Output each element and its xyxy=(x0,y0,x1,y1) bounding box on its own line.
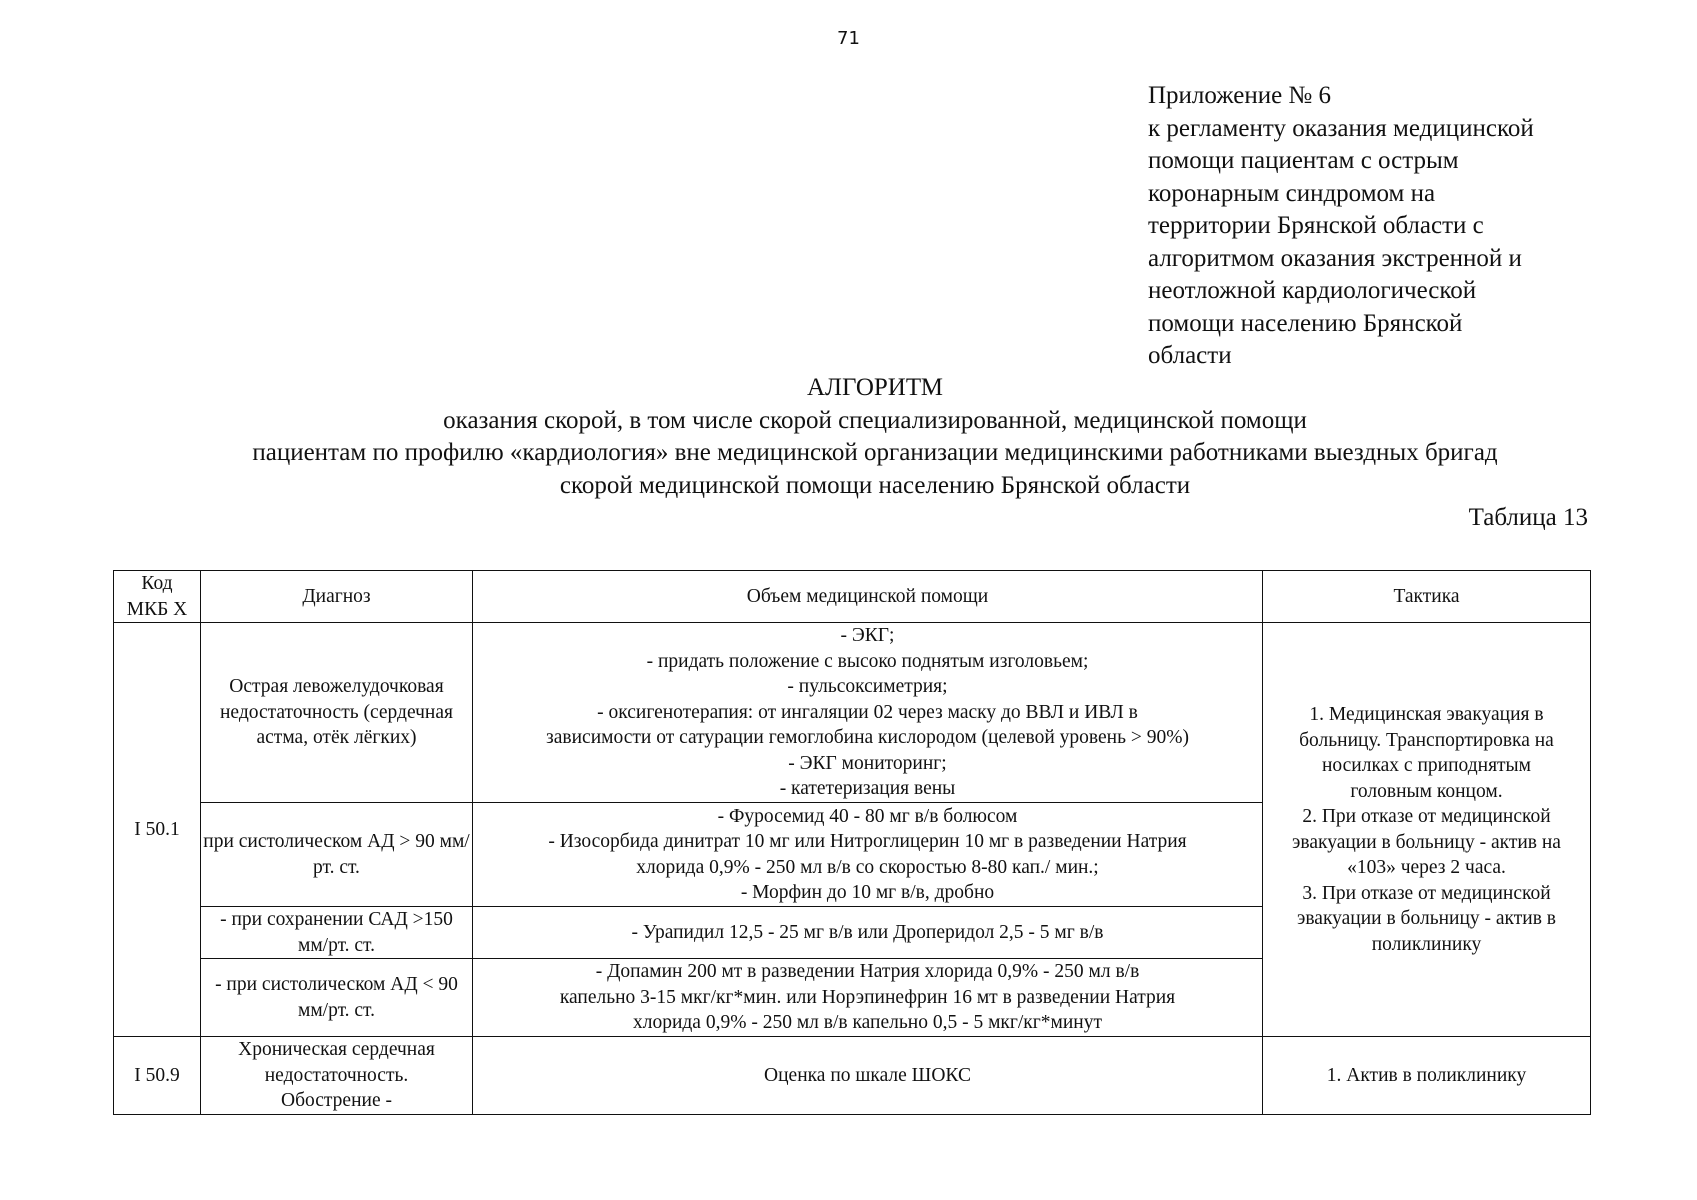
diagnosis-cell xyxy=(201,1037,473,1115)
volume-cell: - Урапидил 12,5 - 25 мг в/в или Дроперидол 2,5 - 5 мг в/в xyxy=(473,907,1263,959)
title-line: пациентам по профилю «кардиология» вне медицинской организации медицинскими работниками выездных бригад xyxy=(252,439,1498,466)
table-row xyxy=(114,1037,1591,1115)
title-heading: АЛГОРИТМ xyxy=(806,374,944,401)
tactics-cell: 1. Актив в поликлинику xyxy=(1263,1037,1591,1115)
volume-line: зависимости от сатурации гемоглобина кислородом (целевой уровень > 90%) xyxy=(546,727,1189,749)
algorithm-table xyxy=(113,570,1591,1115)
icd-code-cell: I 50.9 xyxy=(114,1037,201,1115)
header-code-line: Код xyxy=(141,573,173,594)
tactics-line: эвакуации в больницу - актив в xyxy=(1296,908,1557,929)
appendix-note xyxy=(1148,80,1588,373)
header-volume: Объем медицинской помощи xyxy=(473,571,1263,623)
volume-line: - пульсоксиметрия; xyxy=(787,676,948,698)
diagnosis-cell: - при сохранении САД >150 мм/рт. ст. xyxy=(201,907,473,959)
table-label: Таблица 13 xyxy=(1468,504,1588,531)
header-diagnosis: Диагноз xyxy=(201,571,473,623)
volume-cell: Оценка по шкале ШОКС xyxy=(473,1037,1263,1115)
document-title xyxy=(160,372,1590,502)
header-code xyxy=(114,571,201,623)
volume-cell xyxy=(473,959,1263,1037)
diagnosis-line: Обострение - xyxy=(281,1090,392,1112)
tactics-line: поликлинику xyxy=(1371,933,1482,955)
volume-line: - ЭКГ; xyxy=(840,625,895,647)
volume-line: - Допамин 200 мт в разведении Натрия хлорида 0,9% - 250 мл в/в xyxy=(595,961,1140,983)
tactics-line: носилках с приподнятым xyxy=(1321,755,1531,776)
tactics-line: больницу. Транспортировка на xyxy=(1299,729,1554,751)
appendix-line: помощи населению Брянской xyxy=(1148,309,1463,337)
volume-line: - Фуросемид 40 - 80 мг в/в болюсом xyxy=(717,805,1018,827)
table-row xyxy=(114,623,1591,803)
volume-line: хлорида 0,9% - 250 мл в/в капельно 0,5 - 5 мкг/кг*минут xyxy=(632,1012,1103,1034)
appendix-text xyxy=(1148,113,1588,341)
volume-cell xyxy=(473,623,1263,803)
header-tactics: Тактика xyxy=(1263,571,1591,623)
diagnosis-line: недостаточность. xyxy=(264,1064,409,1086)
tactics-line: «103» через 2 часа. xyxy=(1347,857,1506,878)
header-code-line: МКБ Х xyxy=(126,598,188,620)
volume-cell xyxy=(473,803,1263,907)
volume-line: хлорида 0,9% - 250 мл в/в со скоростью 8-80 кап./ мин.; xyxy=(636,856,1099,878)
volume-line: - Морфин до 10 мг в/в, дробно xyxy=(740,882,995,903)
volume-line: - ЭКГ мониторинг; xyxy=(788,752,947,774)
appendix-line: коронарным синдромом на xyxy=(1148,179,1436,207)
volume-line: капельно 3-15 мкг/кг*мин. или Норэпинефрин 16 мт в разведении Натрия xyxy=(559,986,1176,1008)
appendix-line: помощи пациентам с острым xyxy=(1148,147,1459,174)
appendix-line: к регламенту оказания медицинской xyxy=(1148,114,1534,142)
volume-line: - придать положение с высоко поднятым изголовьем; xyxy=(646,650,1089,672)
appendix-line: неотложной кардиологической xyxy=(1148,277,1477,304)
tactics-line: эвакуации в больницу - актив на xyxy=(1292,831,1561,853)
tactics-line: 2. При отказе от медицинской xyxy=(1302,806,1551,827)
diagnosis-line: Хроническая сердечная xyxy=(238,1039,435,1061)
title-line: оказания скорой, в том числе скорой специализированной, медицинской помощи xyxy=(443,406,1307,434)
diagnosis-cell: - при систолическом АД < 90 мм/рт. ст. xyxy=(201,959,473,1037)
page-number: 71 xyxy=(837,28,860,49)
appendix-line: территории Брянской области с xyxy=(1148,212,1484,239)
table-header-row xyxy=(114,571,1591,623)
volume-line: - оксигенотерапия: от ингаляции 02 через маску до ВВЛ и ИВЛ в xyxy=(597,701,1138,723)
appendix-number: Приложение № 6 xyxy=(1148,82,1332,109)
diagnosis-cell: Острая левожелудочковая недостаточность (сердечная астма, отёк лёгких) xyxy=(201,623,473,803)
volume-line: - катетеризация вены xyxy=(779,778,956,800)
title-line: скорой медицинской помощи населению Брянской области xyxy=(559,471,1191,499)
volume-line: - Изосорбида динитрат 10 мг или Нитроглицерин 10 мг в разведении Натрия xyxy=(548,831,1187,852)
appendix-line: алгоритмом оказания экстренной и xyxy=(1148,244,1522,272)
tactics-line: головным концом. xyxy=(1350,780,1503,802)
diagnosis-cell: при систолическом АД > 90 мм/рт. ст. xyxy=(201,803,473,907)
icd-code-cell: I 50.1 xyxy=(114,623,201,1037)
tactics-line: 3. При отказе от медицинской xyxy=(1302,882,1551,904)
tactics-cell xyxy=(1263,623,1591,1037)
appendix-line-last: области xyxy=(1148,342,1232,369)
tactics-line: 1. Медицинская эвакуация в xyxy=(1309,704,1544,725)
